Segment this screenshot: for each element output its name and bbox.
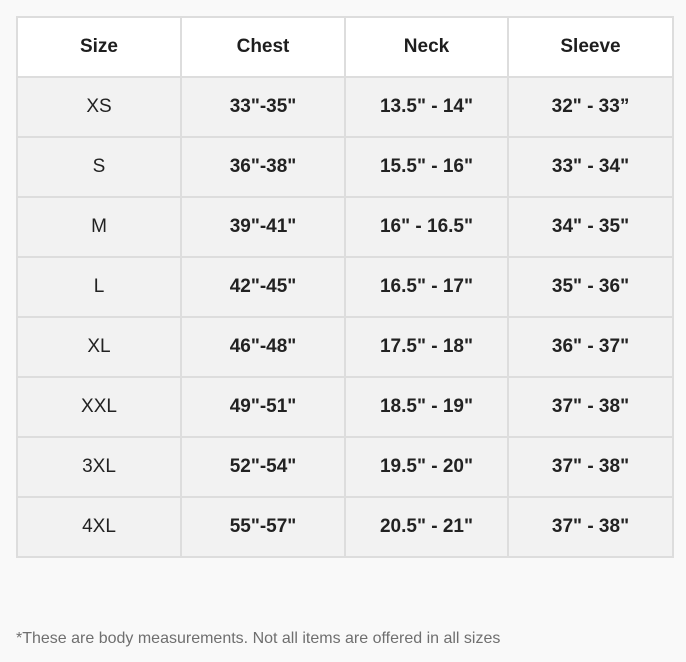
- size-cell: S: [17, 137, 181, 197]
- chest-cell: 49"-51": [181, 377, 345, 437]
- sleeve-cell: 34" - 35": [508, 197, 673, 257]
- neck-cell: 19.5" - 20": [345, 437, 508, 497]
- size-chart-table: [16, 16, 674, 558]
- header-sleeve: Sleeve: [508, 17, 673, 77]
- chest-cell: 46"-48": [181, 317, 345, 377]
- header-chest: Chest: [181, 17, 345, 77]
- size-cell: 3XL: [17, 437, 181, 497]
- header-size: Size: [17, 17, 181, 77]
- size-chart-header: [17, 17, 673, 77]
- sleeve-cell: 35" - 36": [508, 257, 673, 317]
- table-row: [17, 257, 673, 317]
- neck-cell: 18.5" - 19": [345, 377, 508, 437]
- table-row: [17, 377, 673, 437]
- sleeve-cell: 36" - 37": [508, 317, 673, 377]
- sleeve-cell: 37" - 38": [508, 377, 673, 437]
- chest-cell: 52"-54": [181, 437, 345, 497]
- sleeve-cell: 37" - 38": [508, 437, 673, 497]
- table-row: [17, 317, 673, 377]
- table-row: [17, 437, 673, 497]
- size-cell: XS: [17, 77, 181, 137]
- sleeve-cell: 33" - 34": [508, 137, 673, 197]
- table-row: [17, 197, 673, 257]
- footnote: *These are body measurements. Not all items are offered in all sizes: [16, 630, 501, 647]
- table-row: [17, 77, 673, 137]
- header-row: [17, 17, 673, 77]
- neck-cell: 15.5" - 16": [345, 137, 508, 197]
- chest-cell: 42"-45": [181, 257, 345, 317]
- neck-cell: 13.5" - 14": [345, 77, 508, 137]
- neck-cell: 16.5" - 17": [345, 257, 508, 317]
- sleeve-cell: 37" - 38": [508, 497, 673, 557]
- neck-cell: 16" - 16.5": [345, 197, 508, 257]
- chest-cell: 55"-57": [181, 497, 345, 557]
- size-cell: XXL: [17, 377, 181, 437]
- table-row: [17, 137, 673, 197]
- chest-cell: 33"-35": [181, 77, 345, 137]
- neck-cell: 17.5" - 18": [345, 317, 508, 377]
- chest-cell: 39"-41": [181, 197, 345, 257]
- sleeve-cell: 32" - 33”: [508, 77, 673, 137]
- size-cell: 4XL: [17, 497, 181, 557]
- size-chart-body: [17, 77, 673, 557]
- neck-cell: 20.5" - 21": [345, 497, 508, 557]
- size-cell: L: [17, 257, 181, 317]
- size-cell: M: [17, 197, 181, 257]
- chest-cell: 36"-38": [181, 137, 345, 197]
- table-row: [17, 497, 673, 557]
- size-cell: XL: [17, 317, 181, 377]
- header-neck: Neck: [345, 17, 508, 77]
